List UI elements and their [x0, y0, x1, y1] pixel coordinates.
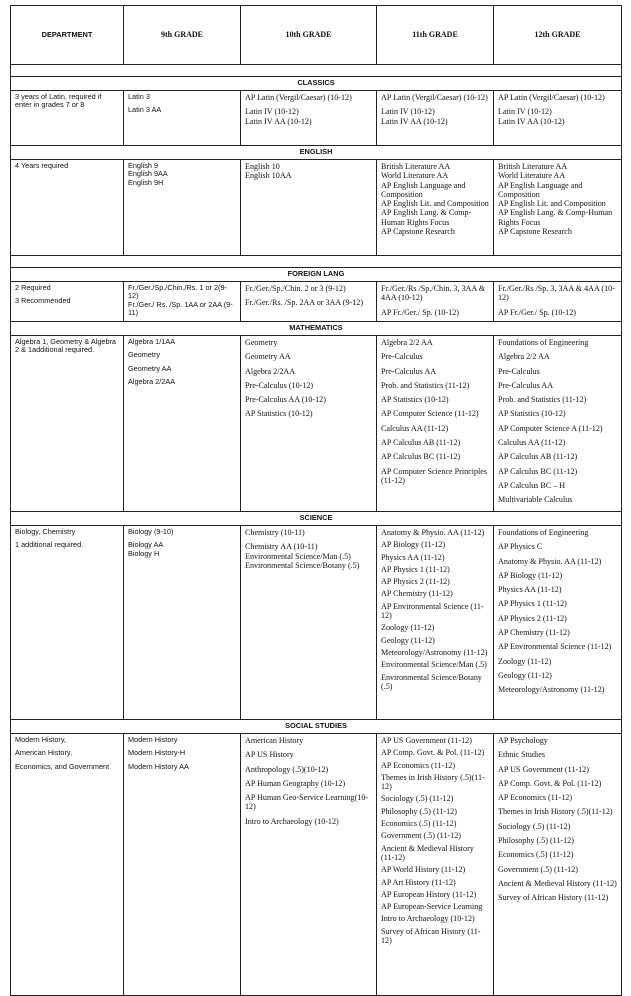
course-item: AP Physics C	[498, 542, 543, 552]
course-item: Environmental Science/Botany (.5)	[381, 672, 482, 691]
grade12-cell	[494, 282, 622, 322]
course-item: AP Art History (11-12)	[381, 877, 456, 887]
courses-row-math	[11, 336, 622, 512]
course-item: AP Latin (Vergil/Caesar) (10-12)	[245, 93, 352, 102]
course-item: British Literature AA	[381, 162, 451, 171]
grade11-cell	[377, 160, 494, 256]
course-item: AP Physics 2 (11-12)	[498, 613, 567, 623]
course-item: Fr./Ger./Rs /Sp. 3, 3AA & 4AA (10-12)	[498, 284, 615, 303]
grade10-cell	[241, 282, 377, 322]
course-item: 4 Years required	[15, 161, 69, 170]
grade9-cell	[124, 734, 241, 996]
grade9-cell	[124, 160, 241, 256]
grade11-cell	[377, 91, 494, 146]
course-item: Biology AA	[128, 540, 164, 550]
course-item: Physics AA (11-12)	[498, 585, 562, 595]
course-item: AP Capstone Research	[498, 227, 572, 237]
course-item: Foundations of Engineering	[498, 338, 589, 347]
course-item: AP English Language and Composition	[381, 180, 466, 199]
course-item: AP Biology (11-12)	[498, 570, 563, 580]
course-item: AP Biology (11-12)	[381, 540, 446, 550]
course-item: Intro to Archaeology (10-12)	[245, 816, 339, 826]
course-item: American History,	[15, 748, 73, 758]
section-title-social-studies: SOCIAL STUDIES	[11, 720, 622, 734]
course-item: AP US History	[245, 750, 294, 760]
course-item: AP Latin (Vergil/Caesar) (10-12)	[498, 93, 605, 102]
course-item: Algebra 2/2AA	[245, 366, 296, 376]
course-item: AP Statistics (10-12)	[381, 395, 449, 405]
course-item: Algebra 2/2 AA	[498, 352, 550, 362]
course-item: Calculus AA (11-12)	[381, 423, 449, 433]
course-item: Algebra 2/2 AA	[381, 338, 433, 347]
course-item: AP Calculus AB (11-12)	[498, 452, 578, 462]
course-item: AP English Lang. & Comp-Human Rights Focus	[381, 208, 472, 227]
course-item: Economics (.5) (11-12)	[498, 850, 574, 860]
course-item: AP Latin (Vergil/Caesar) (10-12)	[381, 93, 488, 102]
section-row-math	[11, 322, 622, 336]
course-item: Fr./Ger./Sp./Chin. 2 or 3 (9-12)	[245, 284, 346, 293]
course-item: Pre-Calculus (10-12)	[245, 380, 314, 390]
course-item: Intro to Archaeology (10-12)	[381, 914, 475, 924]
course-item: AP Physics 2 (11-12)	[381, 577, 450, 587]
course-item: Modern History-H	[128, 748, 186, 758]
course-item: Chemistry AA (10-11)	[245, 542, 318, 552]
course-item: Sociology (.5) (11-12)	[498, 821, 571, 831]
grade12-cell	[494, 526, 622, 720]
course-item: Latin IV AA (10-12)	[498, 116, 565, 126]
grade10-cell	[241, 336, 377, 512]
course-item: Geometry	[245, 338, 278, 347]
course-item: 1 additional required.	[15, 540, 84, 550]
grade11-cell	[377, 526, 494, 720]
course-item: Algebra 1/1AA	[128, 337, 176, 346]
course-item: Survey of African History (11-12)	[498, 893, 609, 903]
course-item: AP Calculus AB (11-12)	[381, 438, 461, 448]
grade11-cell	[377, 734, 494, 996]
course-item: Calculus AA (11-12)	[498, 438, 566, 448]
course-item: Latin 3 AA	[128, 105, 162, 115]
course-item: AP European-Service Learning	[381, 902, 483, 912]
department-header: DEPARTMENT	[11, 6, 124, 65]
course-item: American History	[245, 736, 304, 745]
course-item: Themes in Irish History (.5)(11-12)	[381, 772, 485, 792]
course-item: AP Calculus BC (11-12)	[381, 452, 461, 462]
course-offerings-page	[10, 5, 621, 996]
courses-row-social	[11, 734, 622, 996]
course-item: Pre-Calculus	[498, 366, 540, 376]
grade10-cell	[241, 160, 377, 256]
course-item: Sociology (.5) (11-12)	[381, 794, 454, 804]
grade11-cell	[377, 282, 494, 322]
grade12-header: 12th GRADE	[494, 6, 622, 65]
course-item: Geology (11-12)	[381, 635, 435, 645]
course-item: AP Capstone Research	[381, 227, 455, 237]
course-item: Geometry AA	[245, 352, 291, 362]
course-item: Meteorology/Astronomy (11-12)	[381, 647, 488, 657]
grade12-cell	[494, 734, 622, 996]
course-item: Anthropology (.5)(10-12)	[245, 764, 329, 774]
course-item: Survey of African History (11-12)	[381, 926, 481, 946]
course-item: Algebra 1, Geometry & Algebra 2 & 1additional required.	[15, 337, 116, 355]
grade9-header: 9th GRADE	[124, 6, 241, 65]
course-item: Zoology (11-12)	[381, 623, 435, 633]
section-title-english: ENGLISH	[11, 146, 622, 160]
course-item: AP Fr./Ger./ Sp. (10-12)	[498, 307, 576, 317]
course-item: Fr./Ger./Sp./Chin./Rs. 1 or 2(9-12)	[128, 283, 227, 301]
course-item: AP Calculus BC (11-12)	[498, 466, 578, 476]
section-row-science	[11, 512, 622, 526]
course-item: AP US Government (11-12)	[498, 764, 589, 774]
spacer-row	[11, 65, 622, 77]
course-item: AP Chemistry (11-12)	[381, 589, 453, 599]
course-item: AP Physics 1 (11-12)	[498, 599, 567, 609]
course-item: AP Comp. Govt. & Pol. (11-12)	[498, 778, 602, 788]
course-item: AP Economics (11-12)	[498, 793, 573, 803]
course-item: Latin IV (10-12)	[498, 107, 552, 117]
grade12-cell	[494, 160, 622, 256]
course-item: AP Statistics (10-12)	[498, 409, 566, 419]
course-item: Latin 3	[128, 92, 150, 101]
course-item: World Literature AA	[381, 171, 449, 181]
course-item: Prob. and Statistics (11-12)	[498, 395, 587, 405]
course-item: AP US Government (11-12)	[381, 736, 472, 745]
course-item: English 9H	[128, 177, 164, 187]
requirement-cell	[11, 282, 124, 322]
course-item: Latin IV (10-12)	[245, 107, 299, 117]
grade9-cell	[124, 336, 241, 512]
course-item: Foundations of Engineering	[498, 528, 589, 537]
grade9-cell	[124, 282, 241, 322]
course-item: AP English Lang. & Comp-Human Rights Focus	[498, 208, 613, 227]
course-item: Biology (9-10)	[128, 527, 174, 536]
course-item: AP English Language and Composition	[498, 180, 583, 199]
grade11-cell	[377, 336, 494, 512]
section-title-science: SCIENCE	[11, 512, 622, 526]
course-item: Anatomy & Physio. AA (11-12)	[498, 556, 602, 566]
course-item: Multivariable Calculus	[498, 495, 573, 505]
header-row	[11, 6, 622, 65]
course-item: AP Comp. Govt. & Pol. (11-12)	[381, 748, 485, 758]
course-item: Philosophy (.5) (11-12)	[498, 836, 574, 846]
grade12-cell	[494, 91, 622, 146]
course-item: Economics (.5) (11-12)	[381, 819, 457, 829]
course-item: AP Environmental Science (11-12)	[381, 601, 484, 621]
course-item: English 10AA	[245, 171, 292, 181]
grade10-cell	[241, 734, 377, 996]
course-item: Economics, and Government	[15, 761, 110, 771]
grade10-header: 10th GRADE	[241, 6, 377, 65]
course-item: AP Human Geography (10-12)	[245, 778, 346, 788]
course-item: English 9	[128, 161, 159, 170]
course-grid-table	[10, 5, 622, 996]
course-item: Latin IV AA (10-12)	[245, 116, 312, 126]
section-title-foreign-lang: FOREIGN LANG	[11, 268, 622, 282]
course-item: AP Computer Science A (11-12)	[498, 423, 603, 433]
course-item: Biology H	[128, 548, 160, 558]
spacer-row	[11, 256, 622, 268]
course-item: Biology, Chemistry	[15, 527, 76, 536]
course-item: Environmental Science/Botany (.5)	[245, 560, 360, 570]
course-item: Modern History	[128, 735, 178, 744]
course-item: Government (.5) (11-12)	[381, 831, 461, 841]
course-item: AP Physics 1 (11-12)	[381, 564, 450, 574]
courses-row-classics	[11, 91, 622, 146]
requirement-cell	[11, 526, 124, 720]
course-item: AP Environmental Science (11-12)	[498, 642, 612, 652]
course-item: Pre-Calculus	[381, 352, 423, 362]
course-item: 3 Recommended	[15, 296, 71, 306]
course-item: English 9AA	[128, 169, 168, 179]
courses-row-foreign	[11, 282, 622, 322]
course-item: AP Economics (11-12)	[381, 760, 456, 770]
course-item: Fr./Ger./ Rs. /Sp. 1AA or 2AA (9-11)	[128, 299, 233, 318]
course-item: Modern History,	[15, 735, 66, 744]
course-item: Meteorology/Astronomy (11-12)	[498, 685, 605, 695]
course-item: Geometry	[128, 350, 161, 360]
course-item: British Literature AA	[498, 162, 568, 171]
course-item: Chemistry (10-11)	[245, 528, 305, 537]
course-item: Geometry AA	[128, 363, 172, 373]
course-item: Government (.5) (11-12)	[498, 864, 578, 874]
course-item: Modern History AA	[128, 761, 189, 771]
course-item: Fr./Ger./Rs. /Sp. 2AA or 3AA (9-12)	[245, 298, 364, 308]
grade9-cell	[124, 526, 241, 720]
course-item: Ancient & Medieval History (11-12)	[381, 843, 474, 862]
course-item: AP European History (11-12)	[381, 889, 477, 899]
course-item: Environmental Science/Man (.5)	[381, 660, 487, 670]
course-item: AP Computer Science Principles (11-12)	[381, 466, 488, 485]
section-title-classics: CLASSICS	[11, 77, 622, 91]
course-item: AP Psychology	[498, 736, 548, 745]
course-item: Pre-Calculus AA	[381, 366, 437, 376]
grade10-cell	[241, 91, 377, 146]
section-row-foreign	[11, 268, 622, 282]
course-item: Ethnic Studies	[498, 750, 545, 760]
section-row-social	[11, 720, 622, 734]
course-item: AP English Lit. and Composition	[381, 199, 489, 209]
course-item: Geology (11-12)	[498, 670, 552, 680]
course-item: Environmental Science/Man (.5)	[245, 551, 351, 561]
course-item: 2 Required	[15, 283, 51, 292]
course-item: Ancient & Medieval History (11-12)	[498, 878, 617, 888]
course-item: AP Chemistry (11-12)	[498, 628, 570, 638]
requirement-cell	[11, 160, 124, 256]
course-item: Fr./Ger./Rs /Sp./Chin. 3, 3AA & 4AA (10-12)	[381, 284, 486, 303]
course-item: AP Human Geo-Service Learning(10-12)	[245, 793, 369, 812]
course-item: AP Calculus BC – H	[498, 480, 566, 490]
course-item: Prob. and Statistics (11-12)	[381, 380, 470, 390]
course-item: AP World History (11-12)	[381, 865, 466, 875]
course-item: Latin IV AA (10-12)	[381, 116, 448, 126]
course-item: Anatomy & Physio. AA (11-12)	[381, 528, 485, 537]
course-item: Philosophy (.5) (11-12)	[381, 806, 457, 816]
grade11-header: 11th GRADE	[377, 6, 494, 65]
course-item: Themes in Irish History (.5)(11-12)	[498, 807, 613, 817]
grade10-cell	[241, 526, 377, 720]
grade12-cell	[494, 336, 622, 512]
course-item: Zoology (11-12)	[498, 656, 552, 666]
course-item: English 10	[245, 162, 280, 171]
course-item: AP Computer Science (11-12)	[381, 409, 479, 419]
course-item: Physics AA (11-12)	[381, 552, 445, 562]
course-item: AP Fr./Ger./ Sp. (10-12)	[381, 307, 459, 317]
course-item: Algebra 2/2AA	[128, 377, 176, 387]
requirement-cell	[11, 734, 124, 996]
requirement-cell	[11, 91, 124, 146]
grade9-cell	[124, 91, 241, 146]
course-item: World Literature AA	[498, 171, 566, 181]
course-item: AP Statistics (10-12)	[245, 409, 313, 419]
course-item: Pre-Calculus AA (10-12)	[245, 395, 326, 405]
requirement-cell	[11, 336, 124, 512]
course-item: Latin IV (10-12)	[381, 107, 435, 117]
courses-row-science	[11, 526, 622, 720]
section-row-english	[11, 146, 622, 160]
course-item: 3 years of Latin, required if enter in grades 7 or 8	[15, 92, 102, 110]
section-row-classics	[11, 77, 622, 91]
section-title-mathematics: MATHEMATICS	[11, 322, 622, 336]
course-item: Pre-Calculus AA	[498, 380, 554, 390]
courses-row-english	[11, 160, 622, 256]
course-item: AP English Lit. and Composition	[498, 199, 606, 209]
